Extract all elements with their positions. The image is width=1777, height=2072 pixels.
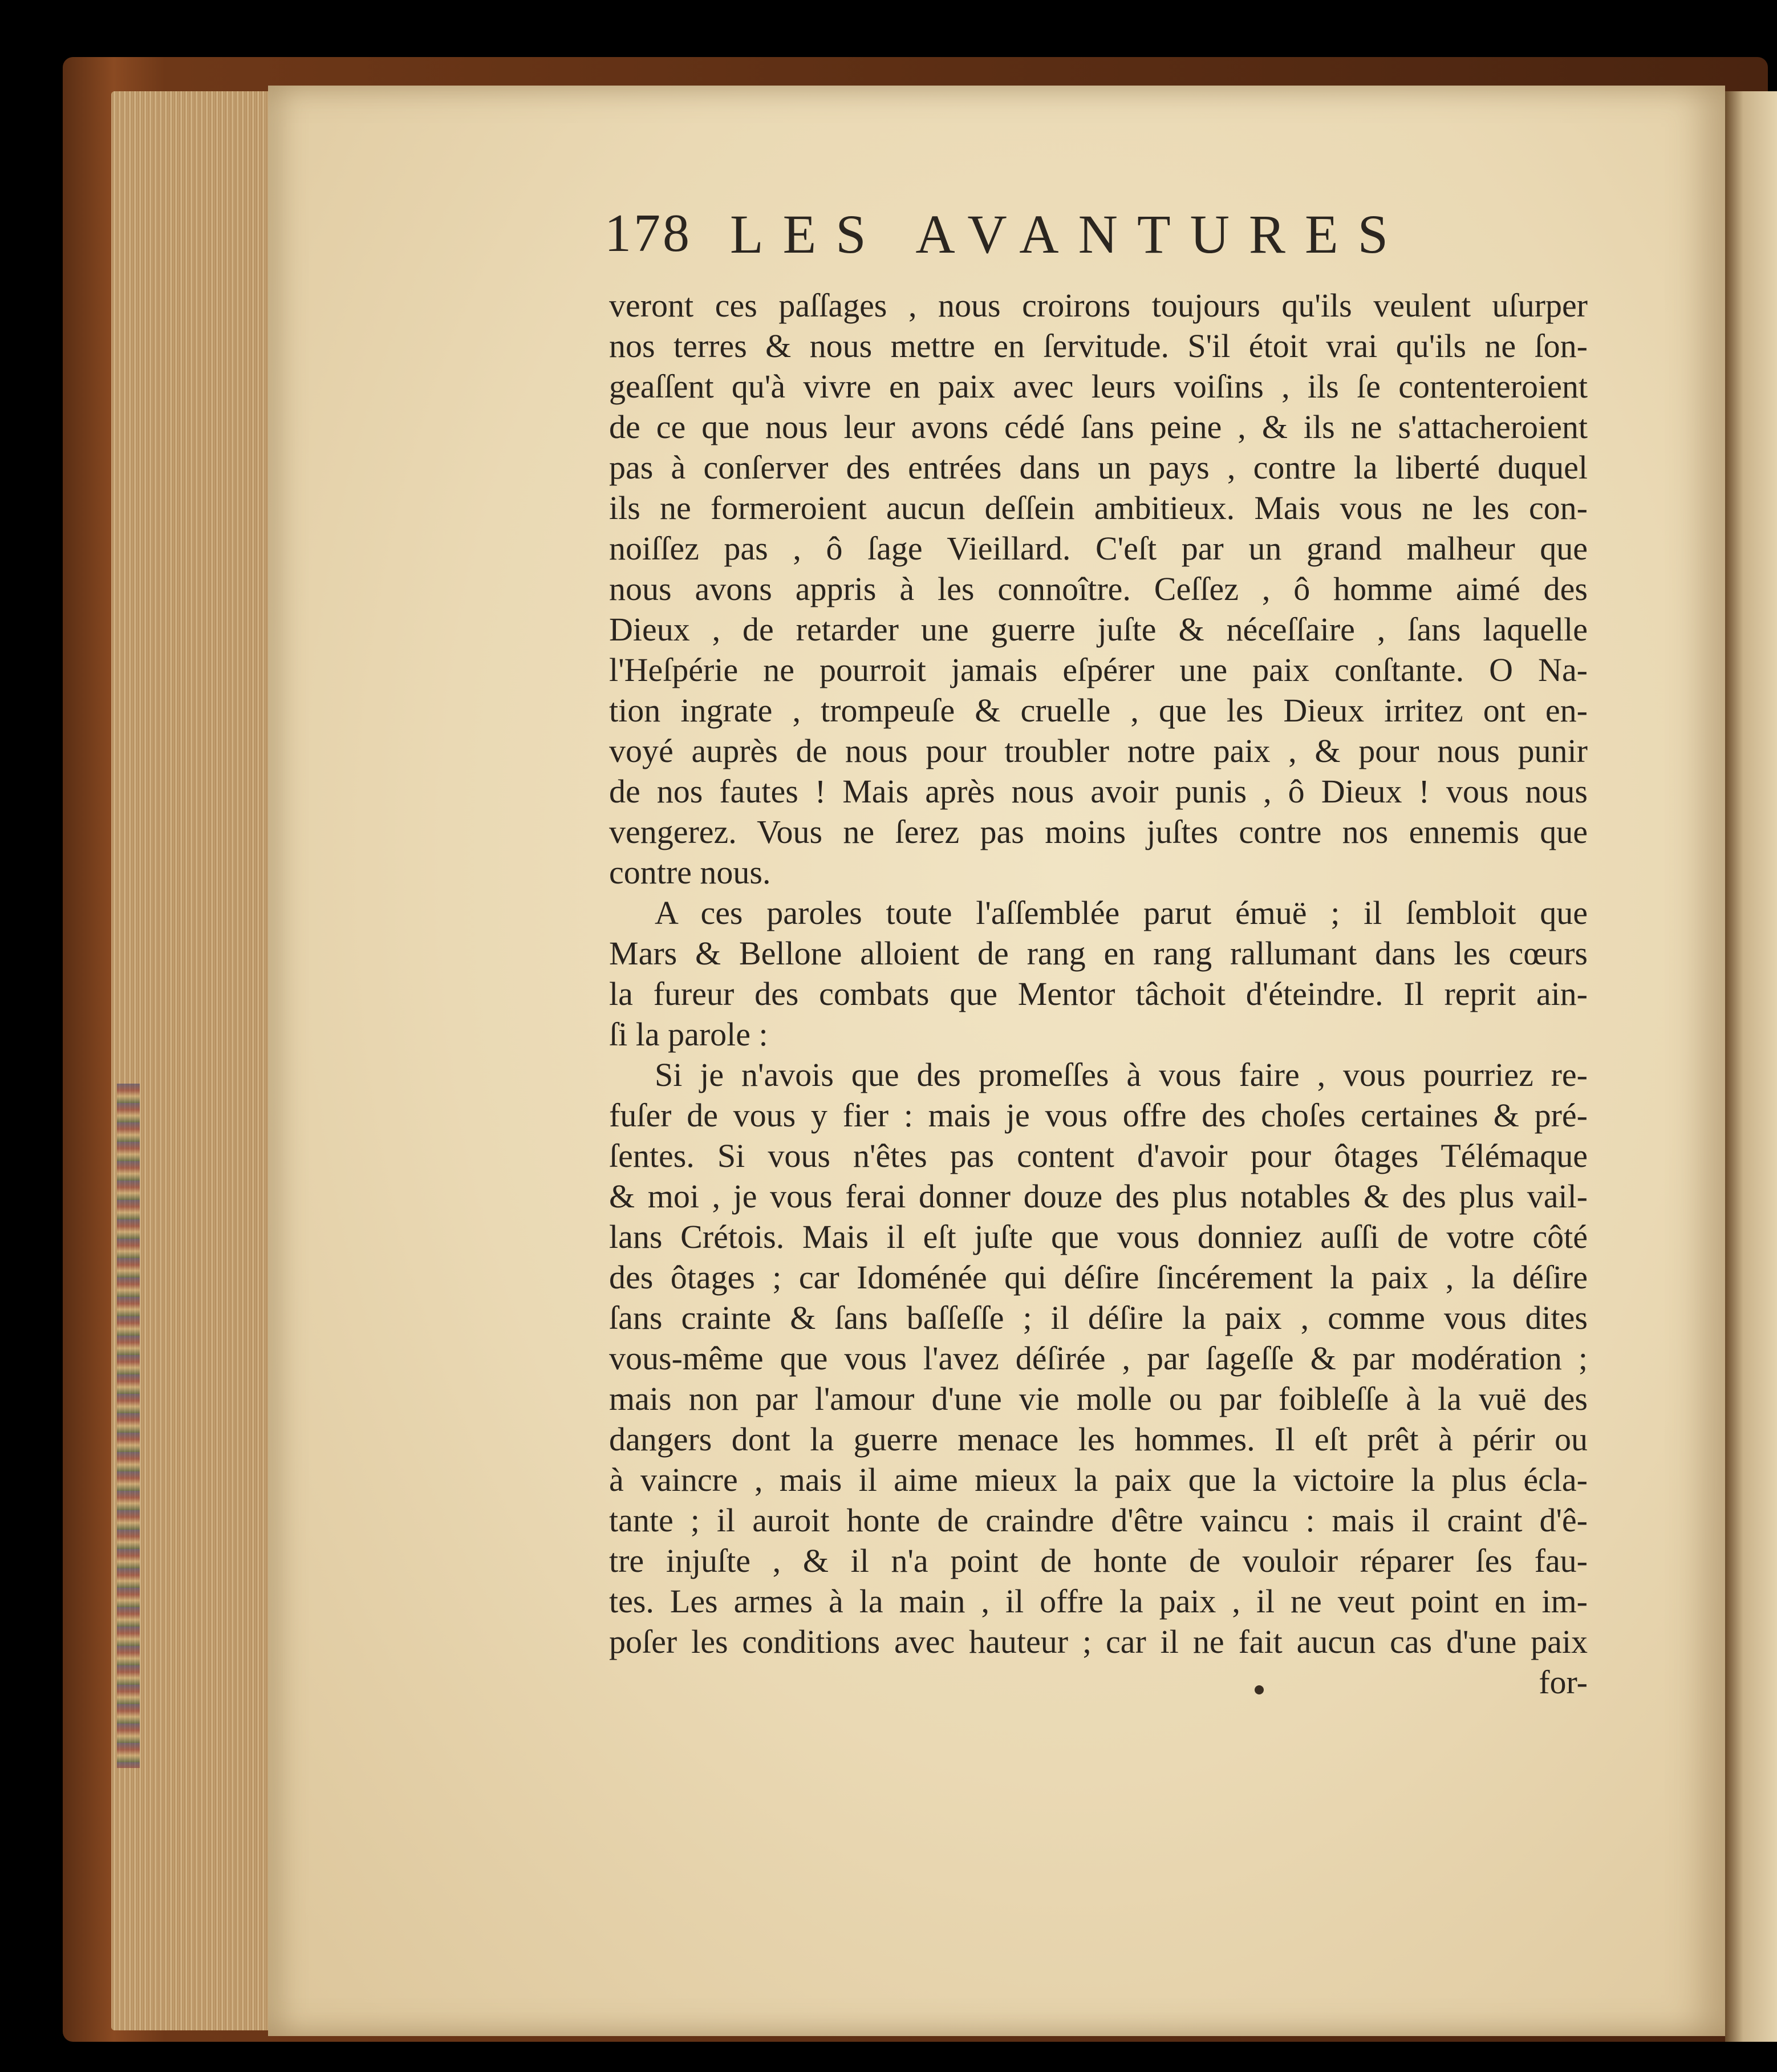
text-line: la fureur des combats que Mentor tâchoit d'éteindre. Il reprit ain-: [609, 975, 1588, 1012]
text-line: contre nous.: [609, 854, 771, 891]
facing-page-gutter: [1725, 91, 1777, 2042]
body-text: [609, 285, 1588, 1700]
marbled-edge: [117, 1084, 140, 1768]
text-line: l'Heſpérie ne pourroit jamais eſpérer une paix conſtante. O Na-: [609, 651, 1588, 688]
ink-spot: [1255, 1685, 1264, 1694]
text-line: poſer les conditions avec hauteur ; car il ne fait aucun cas d'une paix: [609, 1623, 1588, 1660]
text-line: des ôtages ; car Idoménée qui déſire ſincérement la paix , la déſire: [609, 1259, 1588, 1296]
text-line: Mars & Bellone alloient de rang en rang rallumant dans les cœurs: [609, 935, 1588, 972]
text-line: tante ; il auroit honte de craindre d'être vaincu : mais il craint d'ê-: [609, 1502, 1588, 1539]
text-line: nous avons appris à les connoître. Ceſſez , ô homme aimé des: [609, 570, 1588, 607]
page-header: [604, 202, 1471, 282]
text-line: geaſſent qu'à vivre en paix avec leurs voiſins , ils ſe contenteroient: [609, 368, 1588, 405]
text-line: mais non par l'amour d'une vie molle ou par foibleſſe à la vuë des: [609, 1380, 1588, 1417]
text-line: voyé auprès de nous pour troubler notre paix , & pour nous punir: [609, 732, 1588, 769]
text-line: de nos fautes ! Mais après nous avoir punis , ô Dieux ! vous nous: [609, 773, 1588, 810]
text-line: lans Crétois. Mais il eſt juſte que vous donniez auſſi de votre côté: [609, 1218, 1588, 1255]
page-number: 178: [604, 204, 692, 263]
text-line: vous-même que vous l'avez déſirée , par ſageſſe & par modération ;: [609, 1340, 1588, 1377]
text-line: A ces paroles toute l'aſſemblée parut émuë ; il ſembloit que: [655, 894, 1588, 931]
text-line: pas à conſerver des entrées dans un pays , contre la liberté duquel: [609, 449, 1588, 486]
text-line: fuſer de vous y fier : mais je vous offre des choſes certaines & pré-: [609, 1097, 1588, 1134]
text-line: tes. Les armes à la main , il offre la paix , il ne veut point en im-: [609, 1583, 1588, 1620]
text-line: de ce que nous leur avons cédé ſans peine , & ils ne s'attacheroient: [609, 408, 1588, 445]
catchword: for-: [1539, 1664, 1588, 1701]
text-line: veront ces paſſages , nous croirons toujours qu'ils veulent uſurper: [609, 287, 1588, 324]
text-line: dangers dont la guerre menace les hommes. Il eſt prêt à périr ou: [609, 1421, 1588, 1458]
text-line: ils ne formeroient aucun deſſein ambitieux. Mais vous ne les con-: [609, 489, 1588, 526]
text-line: & moi , je vous ferai donner douze des plus notables & des plus vail-: [609, 1178, 1588, 1215]
text-line: Dieux , de retarder une guerre juſte & néceſſaire , ſans laquelle: [609, 611, 1588, 648]
text-line: nos terres & nous mettre en ſervitude. S'il étoit vrai qu'ils ne ſon-: [609, 327, 1588, 364]
text-line: noiſſez pas , ô ſage Vieillard. C'eſt par un grand malheur que: [609, 530, 1588, 567]
text-line: tre injuſte , & il n'a point de honte de vouloir réparer ſes fau-: [609, 1542, 1588, 1579]
text-line: vengerez. Vous ne ſerez pas moins juſtes contre nos ennemis que: [609, 813, 1588, 850]
text-line: tion ingrate , trompeuſe & cruelle , que les Dieux irritez ont en-: [609, 692, 1588, 729]
text-line: à vaincre , mais il aime mieux la paix que la victoire la plus écla-: [609, 1461, 1588, 1498]
text-line: Si je n'avois que des promeſſes à vous faire , vous pourriez re-: [655, 1056, 1588, 1093]
text-line: ſentes. Si vous n'êtes pas content d'avoir pour ôtages Télémaque: [609, 1137, 1588, 1174]
text-line: ſi la parole :: [609, 1016, 768, 1053]
running-title: LES AVANTURES: [730, 204, 1407, 265]
text-line: ſans crainte & ſans baſſeſſe ; il déſire la paix , comme vous dites: [609, 1299, 1588, 1336]
